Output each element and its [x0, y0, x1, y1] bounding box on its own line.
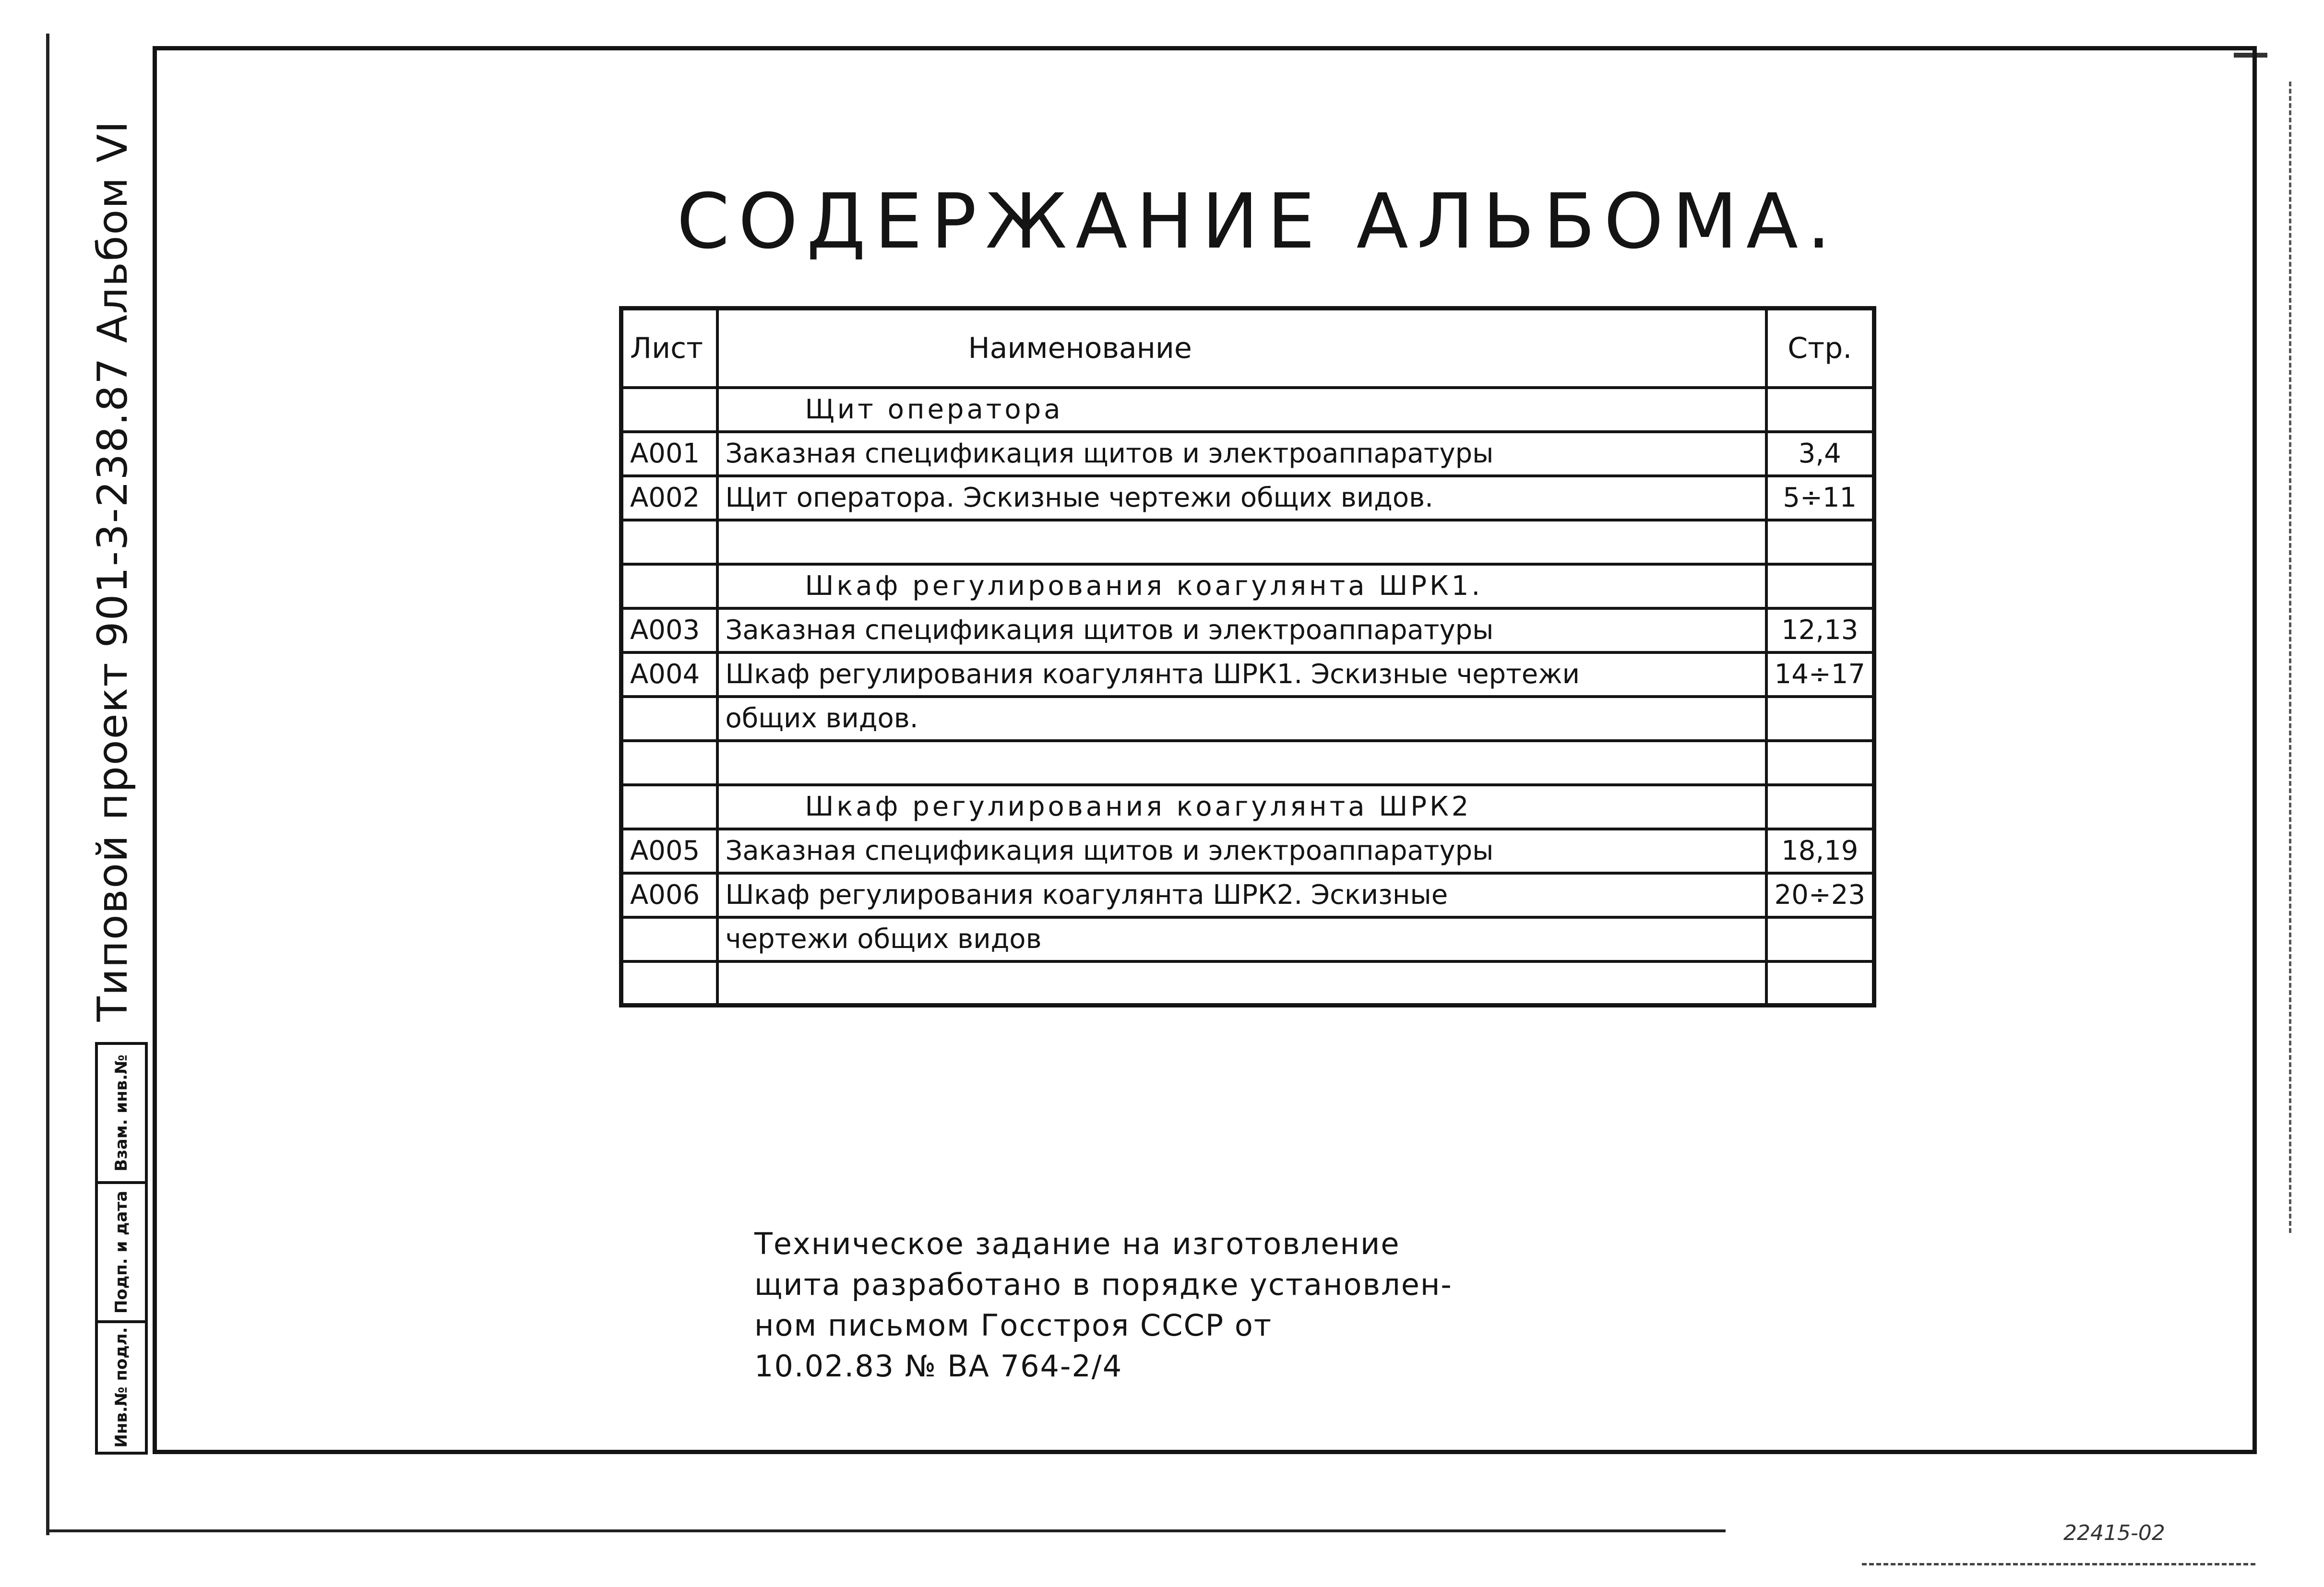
sheet-code — [621, 785, 717, 829]
table-row — [621, 917, 1874, 961]
page-ref — [1766, 388, 1874, 432]
approval-stamp — [95, 1042, 148, 1455]
sheet-code: А004 — [621, 652, 717, 697]
page-ref — [1766, 785, 1874, 829]
note-line: щита разработано в порядке установлен- — [754, 1267, 1453, 1302]
table-row — [621, 697, 1874, 741]
sheet-code — [621, 917, 717, 961]
table-row — [621, 652, 1874, 697]
page-ref: 3,4 — [1766, 432, 1874, 476]
sheet-code — [621, 520, 717, 564]
table-row — [621, 432, 1874, 476]
sheet-code: А001 — [621, 432, 717, 476]
sheet-code — [621, 961, 717, 1006]
table-row — [621, 785, 1874, 829]
item-name: общих видов. — [717, 697, 1766, 741]
note-line: ном письмом Госстроя СССР от — [754, 1308, 1272, 1343]
item-name: чертежи общих видов — [717, 917, 1766, 961]
side-title: Типовой проект 901-3-238.87 Альбом VI — [89, 120, 137, 1022]
table-row — [621, 961, 1874, 1006]
sheet-code: А003 — [621, 608, 717, 652]
cut-line-right — [2289, 82, 2291, 1233]
item-name: Заказная спецификация щитов и электроаппаратуры — [717, 829, 1766, 873]
item-name: Заказная спецификация щитов и электроаппаратуры — [717, 432, 1766, 476]
sheet-code: А002 — [621, 476, 717, 520]
table-row — [621, 873, 1874, 917]
sheet-code — [621, 741, 717, 785]
page-ref: 12,13 — [1766, 608, 1874, 652]
page-ref: 18,19 — [1766, 829, 1874, 873]
sheet-code: А006 — [621, 873, 717, 917]
header-page: Стр. — [1766, 308, 1874, 388]
stamp-field-signature — [98, 1184, 145, 1323]
table-row — [621, 608, 1874, 652]
header-sheet: Лист — [621, 308, 717, 388]
page-ref — [1766, 520, 1874, 564]
stamp-label-inventory: Инв.№ подл. — [112, 1327, 131, 1448]
stamp-label-replacement: Взам. инв.№ — [112, 1054, 131, 1172]
archive-number: 22415-02 — [2063, 1521, 2165, 1545]
item-name: Щит оператора. Эскизные чертежи общих видов. — [717, 476, 1766, 520]
stamp-field-replacement — [98, 1045, 145, 1184]
table-header-row — [621, 308, 1874, 388]
table-row — [621, 476, 1874, 520]
sheet-code — [621, 388, 717, 432]
page-title: СОДЕРЖАНИЕ АЛЬБОМА. — [677, 178, 1840, 266]
header-name: Наименование — [717, 308, 1766, 388]
table-row — [621, 564, 1874, 608]
page-ref — [1766, 564, 1874, 608]
page-ref: 14÷17 — [1766, 652, 1874, 697]
stamp-field-inventory — [98, 1323, 145, 1452]
note-line: Техническое задание на изготовление — [754, 1226, 1400, 1261]
item-name: Шкаф регулирования коагулянта ШРК1. Эскизные чертежи — [717, 652, 1766, 697]
item-name: Заказная спецификация щитов и электроаппаратуры — [717, 608, 1766, 652]
outer-border-left — [46, 34, 49, 1535]
section-title: Шкаф регулирования коагулянта ШРК1. — [717, 564, 1766, 608]
page-ref — [1766, 741, 1874, 785]
sheet-code: А005 — [621, 829, 717, 873]
sheet-code — [621, 697, 717, 741]
page-ref: 20÷23 — [1766, 873, 1874, 917]
table-row — [621, 741, 1874, 785]
section-title: Шкаф регулирования коагулянта ШРК2 — [717, 785, 1766, 829]
table-row — [621, 520, 1874, 564]
page-ref — [1766, 917, 1874, 961]
item-name — [717, 961, 1766, 1006]
section-title: Щит оператора — [717, 388, 1766, 432]
item-name — [717, 520, 1766, 564]
outer-border-bottom — [46, 1529, 1726, 1532]
table-row — [621, 388, 1874, 432]
cut-line-bottom — [1862, 1563, 2255, 1565]
page-ref — [1766, 697, 1874, 741]
stamp-label-signature: Подп. и дата — [112, 1190, 131, 1314]
page-ref: 5÷11 — [1766, 476, 1874, 520]
technical-note — [754, 1223, 1453, 1386]
item-name — [717, 741, 1766, 785]
table-row — [621, 829, 1874, 873]
item-name: Шкаф регулирования коагулянта ШРК2. Эскизные — [717, 873, 1766, 917]
note-line: 10.02.83 № ВА 764-2/4 — [754, 1349, 1123, 1384]
contents-table — [619, 306, 1876, 1007]
sheet-code — [621, 564, 717, 608]
page-ref — [1766, 961, 1874, 1006]
